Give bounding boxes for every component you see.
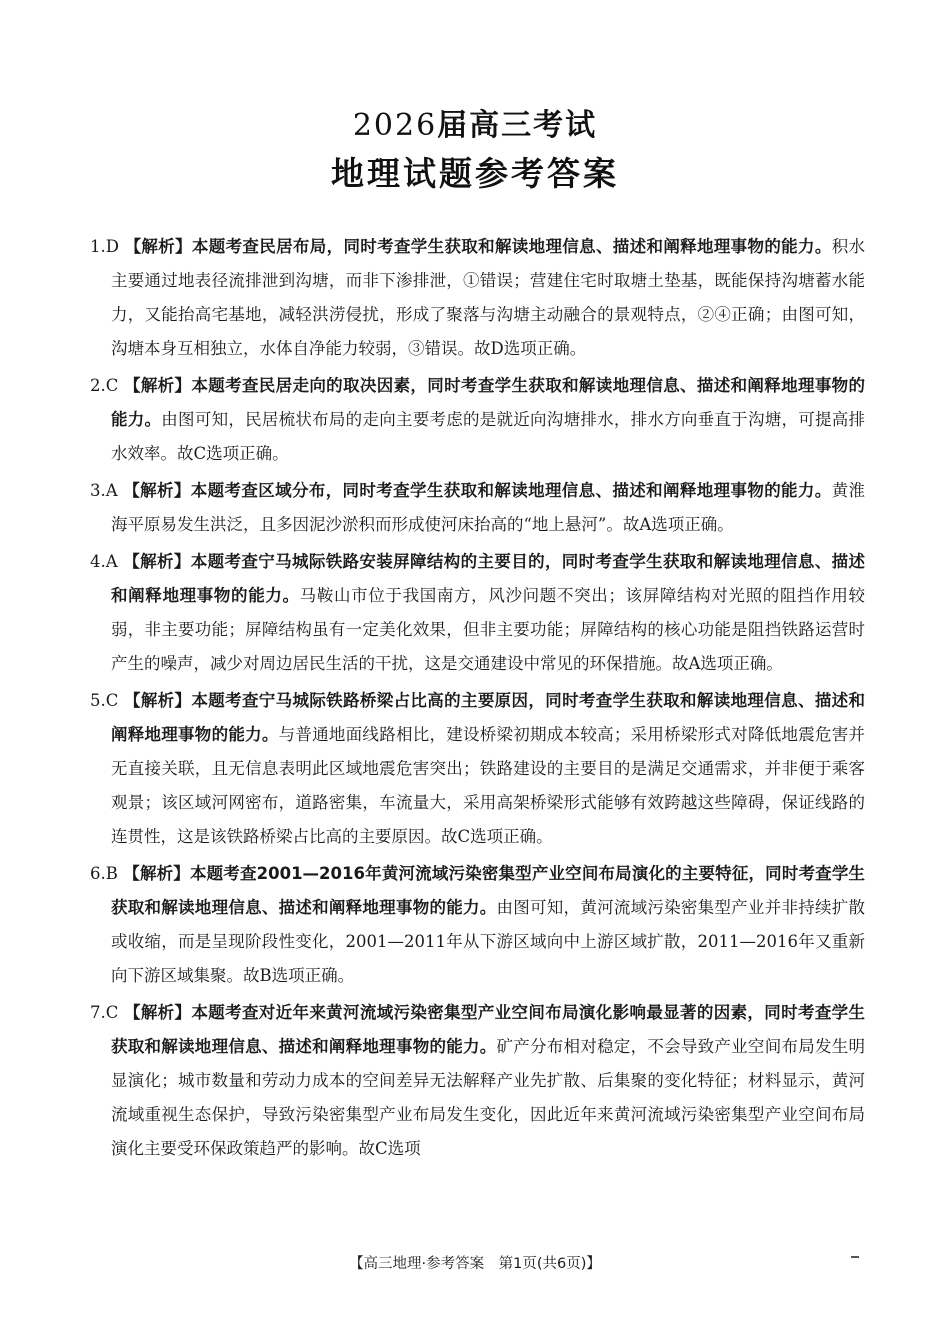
answer-number: 2.C — [90, 376, 119, 395]
answer-item-1 — [90, 230, 865, 366]
analysis-tag: 【解析】 — [123, 481, 191, 500]
page-footer: 【高三地理·参考答案 第1页(共6页)】 — [349, 1256, 601, 1272]
answer-item-6 — [90, 857, 865, 993]
analysis-focus: 本题考查宁马城际铁路桥梁占比高的主要原因，同时考查学生获取和解读地理信息、描述和阐释地理事物的能力。 — [111, 691, 866, 744]
analysis-tag: 【解析】 — [123, 864, 190, 883]
analysis-tag: 【解析】 — [123, 376, 192, 395]
analysis-body: 由图可知，民居梳状布局的走向主要考虑的是就近向沟塘排水，排水方向垂直于沟塘，可提高排水效率。故C选项正确。 — [111, 410, 866, 463]
analysis-focus: 本题考查区域分布，同时考查学生获取和解读地理信息、描述和阐释地理事物的能力。 — [190, 481, 832, 500]
answer-number: 3.A — [90, 481, 118, 500]
analysis-focus: 本题考查对近年来黄河流域污染密集型产业空间布局演化影响最显著的因素，同时考查学生获取和解读地理信息、描述和阐释地理事物的能力。 — [111, 1003, 866, 1056]
analysis-focus: 本题考查2001—2016年黄河流域污染密集型产业空间布局演化的主要特征，同时考查学生获取和解读地理信息、描述和阐释地理事物的能力。 — [111, 864, 865, 917]
analysis-focus: 本题考查宁马城际铁路安装屏障结构的主要目的，同时考查学生获取和解读地理信息、描述和阐释地理事物的能力。 — [111, 552, 866, 605]
analysis-body: 马鞍山市位于我国南方，风沙问题不突出；该屏障结构对光照的阻挡作用较弱，非主要功能；屏障结构虽有一定美化效果，但非主要功能；屏障结构的核心功能是阻挡铁路运营时产生的噪声，减少对周边居民生活的干扰，这是交通建设中常见的环保措施。故A选项正确。 — [111, 586, 866, 673]
analysis-tag: 【解析】 — [123, 1003, 192, 1022]
analysis-body: 矿产分布相对稳定，不会导致产业空间布局发生明显演化；城市数量和劳动力成本的空间差异无法解释产业先扩散、后集聚的变化特征；材料显示，黄河流域重视生态保护，导致污染密集型产业布局发生变化，因此近年来黄河流域污染密集型产业空间布局演化主要受环保政策趋严的影响。故C选项 — [111, 1037, 866, 1158]
answer-item-7 — [90, 996, 865, 1166]
answer-number: 6.B — [90, 864, 118, 883]
answer-item-2 — [90, 369, 865, 471]
analysis-tag: 【解析】 — [123, 552, 191, 571]
answer-number: 1.D — [90, 237, 119, 256]
analysis-tag: 【解析】 — [124, 237, 192, 256]
answer-list — [90, 230, 865, 1169]
answer-item-3 — [90, 474, 865, 542]
analysis-focus: 本题考查民居走向的取决因素，同时考查学生获取和解读地理信息、描述和阐释地理事物的能力。 — [111, 376, 866, 429]
corner-mark — [851, 1256, 859, 1258]
answer-number: 7.C — [90, 1003, 119, 1022]
analysis-body: 黄淮海平原易发生洪泛，且多因泥沙淤积而形成使河床抬高的“地上悬河”。故A选项正确。 — [111, 481, 866, 534]
exam-title-text: 届高三考试 — [437, 108, 598, 143]
answer-item-5 — [90, 684, 865, 854]
exam-title — [0, 100, 950, 144]
document-title: 地理试题参考答案 — [331, 154, 619, 193]
analysis-tag: 【解析】 — [123, 691, 192, 710]
analysis-body: 积水主要通过地表径流排泄到沟塘，而非下渗排泄，①错误；营建住宅时取塘土垫基，既能保持沟塘蓄水能力，又能抬高宅基地，减轻洪涝侵扰，形成了聚落与沟塘主动融合的景观特点，②④正确；由图可知，沟塘本身互相独立，水体自净能力较弱，③错误。故D选项正确。 — [111, 237, 866, 358]
analysis-focus: 本题考查民居布局，同时考查学生获取和解读地理信息、描述和阐释地理事物的能力。 — [191, 237, 832, 256]
answer-number: 4.A — [90, 552, 118, 571]
analysis-body: 由图可知，黄河流域污染密集型产业并非持续扩散或收缩，而是呈现阶段性变化，2001—2011年从下游区域向中上游区域扩散，2011—2016年又重新向下游区域集聚。故B选项正确。 — [111, 898, 866, 985]
exam-year: 2026 — [352, 108, 438, 143]
answer-item-4 — [90, 545, 865, 681]
analysis-body: 与普通地面线路相比，建设桥梁初期成本较高；采用桥梁形式对降低地震危害并无直接关联，且无信息表明此区域地震危害突出；铁路建设的主要目的是满足交通需求，并非便于乘客观景；该区域河网密布，道路密集，车流量大，采用高架桥梁形式能够有效跨越这些障碍，保证线路的连贯性，这是该铁路桥梁占比高的主要原因。故C选项正确。 — [111, 725, 866, 846]
answer-number: 5.C — [90, 691, 119, 710]
